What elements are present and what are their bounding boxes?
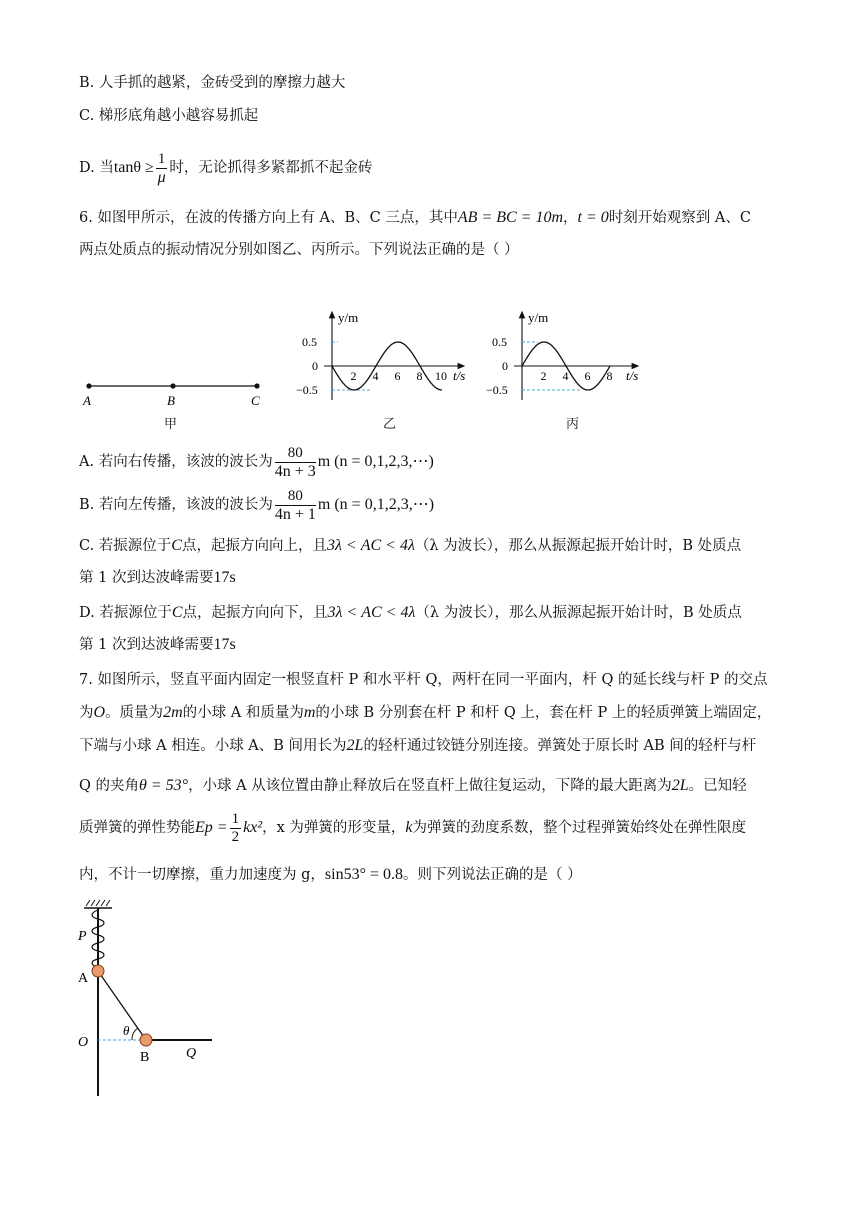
- yi-ylabel: y/m: [338, 310, 359, 325]
- q7-line5: [79, 808, 746, 848]
- text: 的小球 A 和质量为: [182, 705, 304, 721]
- caption-jia: 甲: [164, 417, 178, 432]
- q6-option-a-text: A. 若向右传播，该波的波长为: [79, 454, 273, 470]
- fraction-num: 80: [275, 445, 316, 463]
- x-tick-label: 8: [416, 369, 423, 383]
- q7-line3: [79, 736, 756, 756]
- yi-ytick-1: 0: [312, 359, 318, 373]
- text: 第 1 次到达波峰需要: [79, 637, 214, 653]
- math: 3λ < AC < 4λ: [326, 537, 415, 554]
- yi-ytick-0: 0.5: [302, 335, 317, 349]
- fraction-den: 4n + 3: [274, 462, 316, 480]
- text: 点，起振方向向下，且: [182, 605, 328, 621]
- math: m: [303, 704, 316, 721]
- math: 2m: [163, 704, 183, 721]
- text: 。质量为: [105, 705, 164, 721]
- q6-math-t: t = 0: [577, 209, 609, 226]
- q6-option-a-fraction: [275, 445, 316, 480]
- option-d-math: tanθ ≥: [113, 159, 154, 176]
- x-tick-label: 6: [584, 369, 591, 383]
- text: Q 的夹角: [79, 778, 139, 794]
- text: 。则下列说法正确的是（ ）: [402, 867, 582, 883]
- q6-option-b-range: m (n = 0,1,2,3,⋯): [317, 496, 435, 513]
- option-c: C. 梯形底角越小越容易抓起: [79, 108, 259, 124]
- q6-math-ab: AB = BC = 10m: [457, 209, 564, 226]
- option-d-fraction: [156, 151, 168, 186]
- q6-option-d-line2: [79, 635, 236, 655]
- text: ，x 为弹簧的形变量，: [262, 820, 406, 836]
- label-theta: θ: [123, 1023, 130, 1038]
- figure-bing: [480, 308, 650, 408]
- bing-ytick-2: −0.5: [486, 383, 508, 397]
- bing-xlabel: t/s: [626, 368, 639, 383]
- q6-option-b-text: B. 若向左传播，该波的波长为: [79, 497, 273, 513]
- math: C: [171, 537, 182, 554]
- point-b-label: B: [167, 393, 175, 408]
- q6-option-c-line2: [79, 568, 236, 588]
- figure-yi: [290, 308, 470, 408]
- q6-option-b: [79, 485, 434, 525]
- text: 为: [79, 705, 94, 721]
- fraction-den: 2: [231, 828, 240, 845]
- text: 为弹簧的劲度系数，整个过程弹簧始终处在弹性限度: [412, 820, 746, 836]
- figure-q7: [70, 896, 230, 1101]
- q6-option-a: [79, 442, 434, 482]
- bing-ylabel: y/m: [528, 310, 549, 325]
- caption-bing: 丙: [566, 417, 580, 432]
- q7-fraction: [230, 811, 242, 846]
- q6-option-c-line1: [79, 536, 741, 556]
- math: 17s: [213, 569, 236, 586]
- caption-yi: 乙: [383, 417, 397, 432]
- label-o: O: [78, 1035, 89, 1050]
- label-b: B: [140, 1050, 150, 1065]
- text: （λ 为波长），那么从振源起振开始计时，B 处质点: [414, 538, 742, 554]
- text: （λ 为波长），那么从振源起振开始计时，B 处质点: [415, 605, 742, 621]
- text: D. 若振源位于: [79, 605, 172, 621]
- text: C. 若振源位于: [79, 538, 172, 554]
- option-d-pre: D. 当: [79, 160, 114, 176]
- math: Ep =: [195, 819, 228, 836]
- math: sin53° = 0.8: [324, 866, 403, 883]
- x-tick-label: 4: [372, 369, 379, 383]
- math: 3λ < AC < 4λ: [327, 604, 416, 621]
- q7-line2: [79, 703, 771, 723]
- label-p: P: [78, 929, 87, 944]
- label-q: Q: [186, 1046, 197, 1061]
- yi-xlabel: t/s: [453, 368, 466, 383]
- text: ，小球 A 从该位置由静止释放后在竖直杆上做往复运动，下降的最大距离为: [188, 778, 672, 794]
- q6-option-a-range: m (n = 0,1,2,3,⋯): [317, 453, 434, 470]
- math: 17s: [213, 636, 236, 653]
- fraction-den: 4n + 1: [274, 505, 316, 523]
- math: 2L: [346, 737, 364, 754]
- q6-line1: [79, 208, 751, 228]
- q6-option-b-fraction: [275, 488, 316, 523]
- q7-line1: 7. 如图所示，竖直平面内固定一根竖直杆 P 和水平杆 Q，两杆在同一平面内，杆 Q 的延长线与杆 P 的交点: [79, 672, 768, 688]
- math: O: [93, 704, 106, 721]
- x-tick-label: 2: [540, 369, 547, 383]
- text: 第 1 次到达波峰需要: [79, 570, 214, 586]
- math: C: [171, 604, 183, 621]
- fraction-num: 80: [275, 488, 316, 506]
- q6-text: 时刻开始观察到 A、C: [608, 210, 751, 226]
- point-c-label: C: [251, 393, 260, 408]
- q7-line4: [79, 776, 747, 796]
- text: 内，不计一切摩擦，重力加速度为 g，: [79, 867, 325, 883]
- q7-line6: [79, 865, 582, 885]
- math: 2L: [671, 777, 689, 794]
- math: k: [405, 819, 413, 836]
- bing-ytick-1: 0: [502, 359, 508, 373]
- x-tick-label: 2: [350, 369, 357, 383]
- option-b: B. 人手抓的越紧，金砖受到的摩擦力越大: [79, 75, 346, 91]
- x-tick-label: 6: [394, 369, 401, 383]
- text: 的轻杆通过铰链分别连接。弹簧处于原长时 AB 间的轻杆与杆: [363, 738, 757, 754]
- q6-line2: 两点处质点的振动情况分别如图乙、丙所示。下列说法正确的是（ ）: [79, 242, 519, 258]
- option-d-post: 时，无论抓得多紧都抓不起金砖: [169, 160, 373, 176]
- text: 。已知轻: [688, 778, 747, 794]
- text: 的小球 B 分别套在杆 P 和杆 Q 上，套在杆 P 上的轻质弹簧上端固定，: [315, 705, 772, 721]
- fraction-num: 1: [231, 810, 240, 827]
- x-tick-label: 8: [606, 369, 613, 383]
- x-tick-label: 4: [562, 369, 569, 383]
- math: θ = 53°: [139, 777, 189, 794]
- q6-text: 6. 如图甲所示，在波的传播方向上有 A、B、C 三点，其中: [79, 210, 458, 226]
- text: 点，起振方向向上，且: [181, 538, 327, 554]
- fraction-num: 1: [157, 150, 166, 167]
- yi-ytick-2: −0.5: [296, 383, 318, 397]
- q6-text: ，: [563, 210, 578, 226]
- bing-ytick-0: 0.5: [492, 335, 507, 349]
- label-a: A: [78, 971, 89, 986]
- math: kx²: [243, 819, 263, 836]
- option-d: [79, 148, 372, 188]
- point-a-label: A: [83, 393, 91, 408]
- x-tick-label: 10: [435, 369, 447, 383]
- fraction-den: μ: [157, 168, 166, 186]
- text: 质弹簧的弹性势能: [79, 820, 195, 836]
- text: 下端与小球 A 相连。小球 A、B 间用长为: [79, 738, 347, 754]
- q6-option-d-line1: [79, 603, 742, 623]
